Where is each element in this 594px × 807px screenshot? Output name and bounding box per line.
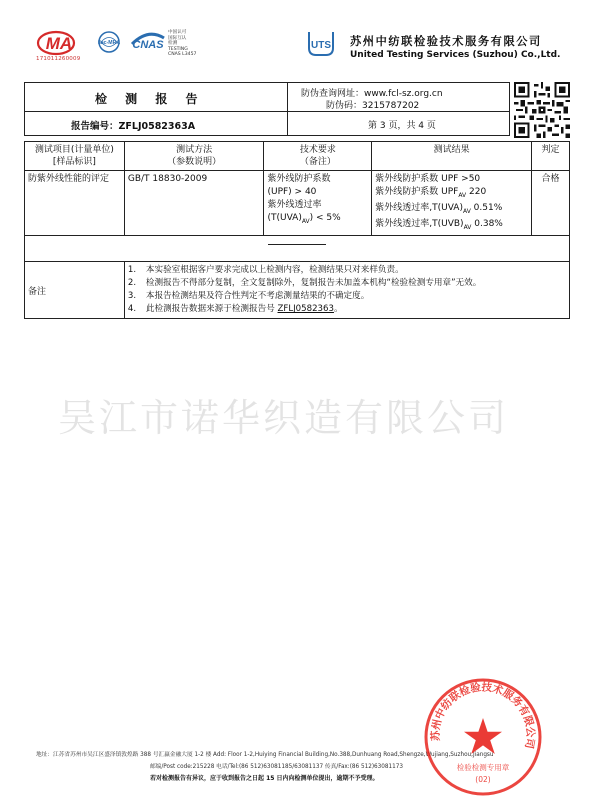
verify-url: 防伪查询网址：www.fcl-sz.org.cn	[301, 89, 443, 99]
col-header-verdict: 判定	[532, 142, 570, 171]
verify-code: 防伪码：3215787202	[326, 101, 420, 111]
notes-row	[25, 262, 570, 319]
uts-logo	[302, 28, 340, 58]
page-info: 第 3 页，共 4 页	[368, 121, 436, 131]
col-header-requirement: 技术要求 （备注）	[264, 142, 372, 171]
col-header-method: 测试方法 （参数说明）	[124, 142, 264, 171]
col-header-result: 测试结果	[372, 142, 532, 171]
cnas-caption: 中国认可 国际互认 检测 TESTING CNAS L3457	[168, 30, 197, 58]
table-header-row	[25, 142, 570, 171]
ilac-mra-logo	[92, 30, 126, 54]
notes-label: 备注	[25, 262, 125, 319]
note-item: 4. 此检测报告数据来源于检测报告号 ZFLJ0582363。	[127, 304, 343, 315]
table-blank-row	[25, 236, 570, 262]
cell-requirement: 紫外线防护系数 (UPF) > 40 紫外线透过率 $(T(UVA)_{AV}) < 5\%$	[264, 171, 372, 236]
cell-method: GB/T 18830-2009	[124, 171, 264, 236]
report-header-box	[24, 82, 510, 136]
footer-address: 地址：江苏省苏州市吴江区盛泽镇敦煌路 388 号汇赢金融大厦 1-2 楼 Add: Floor 1-2,Huiying Financial Building,No.388,Dunhuang Road,Shengze,Wujiang,Suzhou,Jiangsu	[36, 752, 494, 758]
table-row	[25, 171, 570, 236]
cma-logo-text: MA	[45, 34, 73, 53]
footer-notice: 若对检测报告有异议，应于收到报告之日起 15 日内向检测单位提出，逾期不予受理。	[150, 775, 379, 782]
ilac-logo-text: ilac-MRA	[97, 40, 121, 46]
note-item: 3. 本报告检测结果及符合性判定不考虑测量结果的不确定度。	[127, 291, 370, 302]
end-dash-line	[268, 244, 326, 245]
seal-text: 苏州中纺联检验技术服务有限公司	[429, 681, 537, 750]
report-number: 报告编号：ZFLJ0582363A	[71, 121, 196, 132]
company-name-cn: 苏州中纺联检验技术服务有限公司	[350, 35, 542, 48]
seal-code: (02)	[475, 775, 491, 784]
cnas-logo-text: CNAS	[132, 39, 164, 51]
col-header-item: 测试项目(计量单位) [样品标识]	[25, 142, 125, 171]
qr-code	[514, 82, 570, 138]
seal-star-icon	[464, 718, 502, 754]
cma-logo	[36, 30, 84, 56]
cma-code: 171011260009	[36, 56, 81, 62]
uts-logo-text: UTS	[311, 40, 331, 51]
company-name-en: United Testing Services (Suzhou) Co.,Ltd.	[350, 50, 561, 60]
report-title: 检 测 报 告	[95, 92, 205, 106]
footer-contact: 邮编/Post code:215228 电话/Tel:(86 512)63081185/63081137 传真/Fax:(86 512)63081173	[150, 764, 403, 770]
cell-result: 紫外线防护系数 UPF >50 紫外线防护系数 $UPF_{AV}$ 220 紫外线透过率$,T(UVA)_{AV}$ 0.51% 紫外线透过率$,T(UVB)_{AV}$ 0.38%	[372, 171, 532, 236]
note-item: 1. 本实验室根据客户要求完成以上检测内容，检测结果只对来样负责。	[127, 265, 404, 276]
note-item: 2. 检测报告不得部分复制，全文复制除外，复制报告未加盖本机构“检验检测专用章”无效。	[127, 278, 482, 289]
official-seal	[422, 676, 544, 798]
source-report-ref: ZFLJ0582363	[277, 304, 334, 315]
watermark: 吴江市诺华织造有限公司	[58, 396, 510, 440]
test-results-table	[24, 141, 570, 319]
notes-cell	[124, 262, 569, 319]
end-marker-cell	[25, 236, 570, 262]
cell-item: 防紫外线性能的评定	[25, 171, 125, 236]
seal-subtitle: 检验检测专用章	[456, 763, 510, 772]
cell-verdict: 合格	[532, 171, 570, 236]
cnas-logo	[128, 28, 168, 56]
